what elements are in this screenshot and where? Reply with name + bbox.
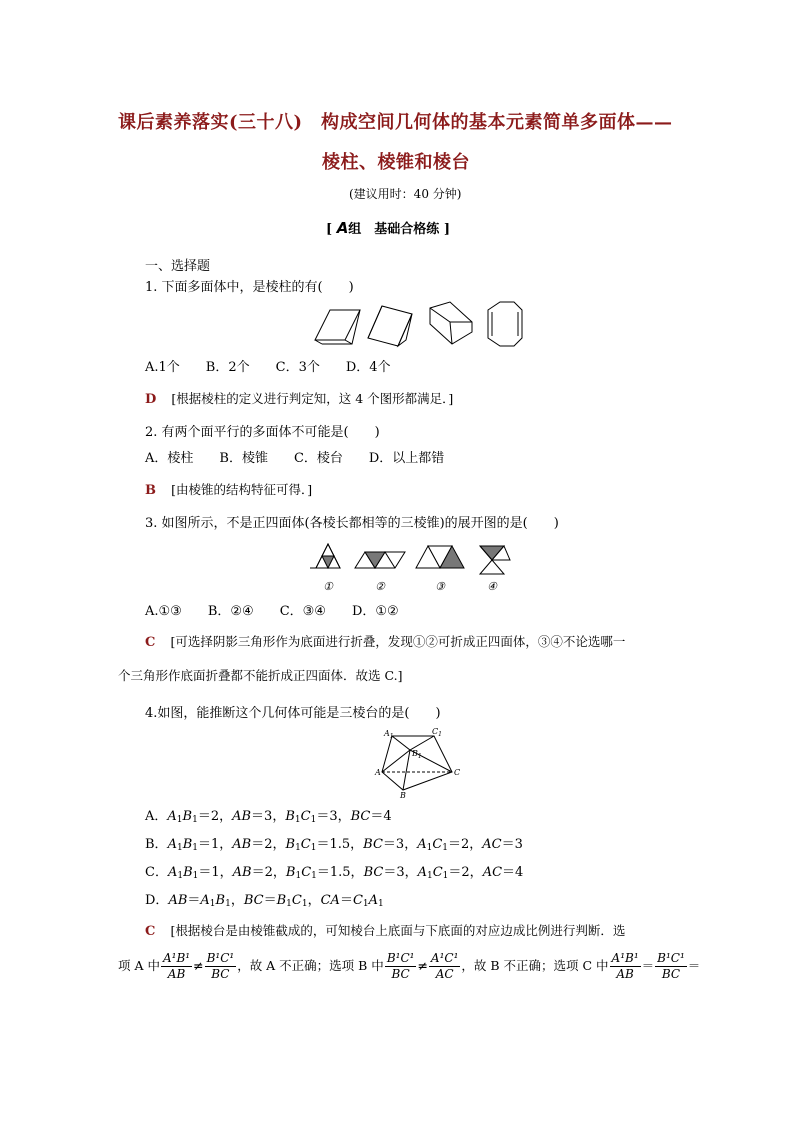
group-letter: A	[336, 219, 349, 237]
q1-explain: [根据棱柱的定义进行判定知，这 4 个图形都满足．]	[171, 391, 454, 406]
q4-label-c1: $C_1$	[432, 727, 442, 738]
group-label: 组 基础合格练	[348, 222, 440, 237]
q4-explain-line1: [根据棱台是由棱锥截成的，可知棱台上底面与下底面的对应边成比例进行判断．选	[170, 923, 626, 938]
q1-answer: D	[145, 392, 157, 407]
q1-options: A.1个 B．2个 C．3个 D．4个	[145, 360, 391, 375]
q3-label-1: ①	[323, 580, 333, 593]
q4-label-a1: $A_1$	[384, 729, 394, 740]
q3-options: A.①③ B．②④ C．③④ D．①②	[145, 604, 399, 619]
q2-options: A．棱柱 B．棱锥 C．棱台 D．以上都错	[145, 451, 445, 466]
q4-label-b: B	[400, 791, 406, 798]
q2-answer: B	[145, 483, 156, 498]
page-title-line2: 棱柱、棱锥和棱台	[322, 152, 470, 173]
q4-option-c: C．$A_1B_1=1$，AB＝2，$B_1C_1=1.5$，BC＝3，$A_1C_1=2$，AC＝4	[145, 865, 524, 881]
q4-label-c: C	[454, 768, 461, 777]
q3-explain-line2: 个三角形作底面折叠都不能折成正四面体．故选 C.]	[118, 668, 403, 683]
q3-figure	[310, 538, 530, 596]
q2-stem: 2. 有两个面平行的多面体不可能是( )	[145, 425, 380, 440]
q4-answer: C	[145, 924, 156, 939]
time-note: (建议用时：40 分钟)	[349, 187, 462, 201]
fraction: $\frac{\text{B¹C¹}}{BC}$	[657, 951, 685, 981]
fraction: $\frac{\text{B¹C¹}}{BC}$	[206, 951, 235, 981]
section-heading: 一、选择题	[145, 259, 211, 274]
q3-answer-row	[145, 631, 625, 650]
q4-answer-row	[145, 920, 625, 939]
fraction: $\frac{\text{A¹C¹}}{AC}$	[430, 951, 459, 981]
group-bracket-open: [	[326, 222, 333, 237]
q2-answer-row	[145, 479, 312, 498]
group-heading	[326, 218, 450, 237]
q3-label-3: ③	[435, 580, 445, 593]
group-bracket-close: ]	[443, 222, 450, 237]
q4-option-a: A．$A_1B_1=2$，AB＝3，$B_1C_1=3$，BC＝4	[145, 809, 392, 825]
q1-stem: 1. 下面多面体中，是棱柱的有( )	[145, 280, 354, 295]
q4-label-b1: $B_1$	[412, 749, 422, 760]
q4-option-d: D．$AB=A_1B_1$，$BC=B_1C_1$，$CA=C_1A_1$	[145, 893, 384, 909]
q4-explain-line2: 项 A 中 $\frac{\text{A¹B¹}}{AB}$ ≠ $\frac{\text{B¹C¹}}{BC}$ ，故 A 不正确；选项 B 中 $\frac{\text{B¹C¹}}{BC}$ ≠ $\frac{\text{A¹C¹}}{AC}$ ，故 B 不正确；选项 C 中 $\frac{\text{A¹B¹}}{AB}$ ＝ $\frac{\text{B¹C¹}}{BC}$ ＝	[118, 951, 701, 981]
q1-answer-row	[145, 388, 453, 407]
q4-stem: 4.如图，能推断这个几何体可能是三棱台的是( )	[145, 706, 441, 721]
fraction: $\frac{\text{A¹B¹}}{AB}$	[162, 951, 191, 981]
q4-figure	[370, 726, 470, 798]
q1-figure	[310, 300, 530, 350]
fraction: $\frac{\text{B¹C¹}}{BC}$	[386, 951, 415, 981]
page-title-line1: 课后素养落实(三十八) 构成空间几何体的基本元素简单多面体——	[118, 112, 673, 133]
fraction: $\frac{\text{A¹B¹}}{AB}$	[611, 951, 639, 981]
q3-answer: C	[145, 635, 156, 650]
q3-label-4: ④	[487, 580, 497, 593]
q2-explain: [由棱锥的结构特征可得．]	[171, 482, 313, 497]
q4-label-a: A	[375, 768, 381, 777]
q3-stem: 3. 如图所示，不是正四面体(各棱长都相等的三棱锥)的展开图的是( )	[145, 516, 559, 531]
q4-option-b: B．$A_1B_1=1$，AB＝2，$B_1C_1=1.5$，BC＝3，$A_1C_1=2$，AC＝3	[145, 837, 523, 853]
q3-label-2: ②	[375, 580, 385, 593]
q3-explain-line1: [可选择阴影三角形作为底面进行折叠，发现①②可折成正四面体，③④不论选哪一	[170, 634, 626, 649]
